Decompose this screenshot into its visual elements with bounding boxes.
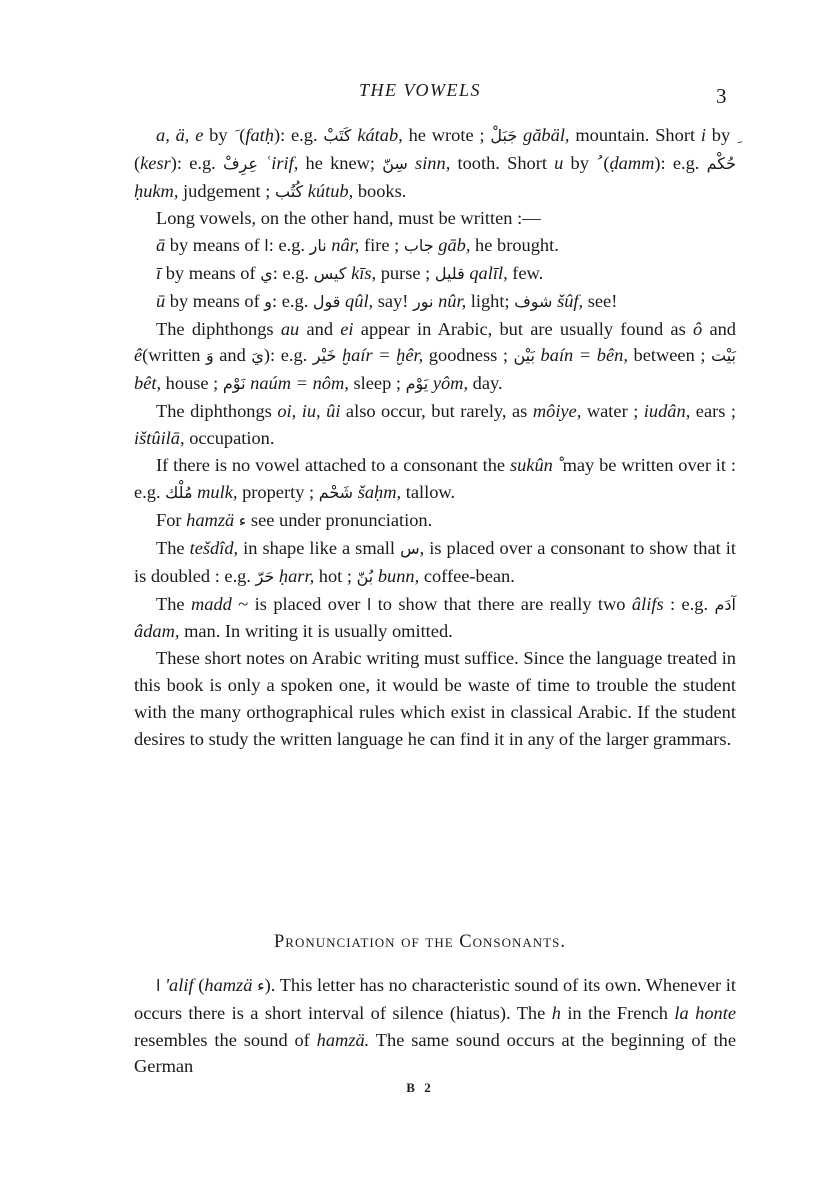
diphthongs-paragraph: The diphthongs au and ei appear in Arabic, but are usually found as ô and ê(written وَ and يَ): e.g. خَيْر ḫaír = ḫêr, goodness ; بَيْن baín = bên, between ; بَيْت bêt, house ; نَوْم naúm = nôm, sleep ; يَوْم yôm, day. — [134, 318, 737, 394]
vowels-section — [134, 122, 736, 752]
tesdid-paragraph: The tešdîd, in shape like a small س, is placed over a consonant to show that it is doubled : e.g. حَرّ ḥarr, hot ; بُنّ bunn, coffee-bean. — [134, 537, 736, 586]
sukun-paragraph: If there is no vowel attached to a consonant the sukûn may be written over it : e.g. مُلْك mulk, property ; شَحْم šaḥm, tallow. — [134, 454, 736, 503]
short-vowels-paragraph: a, ä, e by (fatḥ): e.g. كَتَبْ kátab, he wrote ; جَبَلْ găbäl, mountain. Short i by (kesr): e.g. عِرِفْ ʿirif, he knew; سِنّ sinn, tooth. Short u by (ḍamm): e.g. حُكْم ḥukm, judgement ; كُتُب kútub, books. — [134, 125, 737, 201]
long-i-line: ī by means of ي: e.g. كيس kīs, purse ; قليل qalīl, few. — [156, 262, 544, 283]
long-vowels-intro: Long vowels, on the other hand, must be written :— — [156, 208, 541, 229]
hamza-paragraph: For hamzä ء see under pronunciation. — [156, 510, 433, 531]
madd-paragraph: The madd ~ is placed over ا to show that there are really two âlifs : e.g. آدَم âdam, man. In writing it is usually omitted. — [134, 593, 736, 642]
page-number: 3 — [716, 84, 727, 108]
long-u-line: ū by means of و: e.g. قول qûl, say! نور nûr, light; شوف šûf, see! — [156, 290, 618, 311]
closing-notes-paragraph: These short notes on Arabic writing must suffice. Since the language treated in this book is only a spoken one, it would be waste of time to trouble the student with the many orthographical rules which exist in classical Arabic. If the student desires to study the written language he can find it in any of the larger grammars. — [134, 648, 736, 749]
section-heading: Pronunciation of the Consonants. — [274, 932, 566, 952]
consonants-section — [134, 972, 736, 1080]
running-title: THE VOWELS — [359, 80, 481, 100]
signature-mark: B 2 — [406, 1080, 434, 1095]
long-a-line: ā by means of ا: e.g. نار nâr, fire ; جاب gāb, he brought. — [156, 235, 559, 256]
rare-diphthongs-paragraph: The diphthongs oi, iu, ûi also occur, but rarely, as môiye, water ; iudân, ears ; ištûilā, occupation. — [134, 400, 737, 448]
alif-paragraph: ا 'alif (hamzä ء). This letter has no characteristic sound of its own. Whenever it occurs there is a short interval of silence (hiatus). The h in the French la honte resembles the sound of hamzä. The same sound occurs at the beginning of the German — [134, 975, 737, 1077]
